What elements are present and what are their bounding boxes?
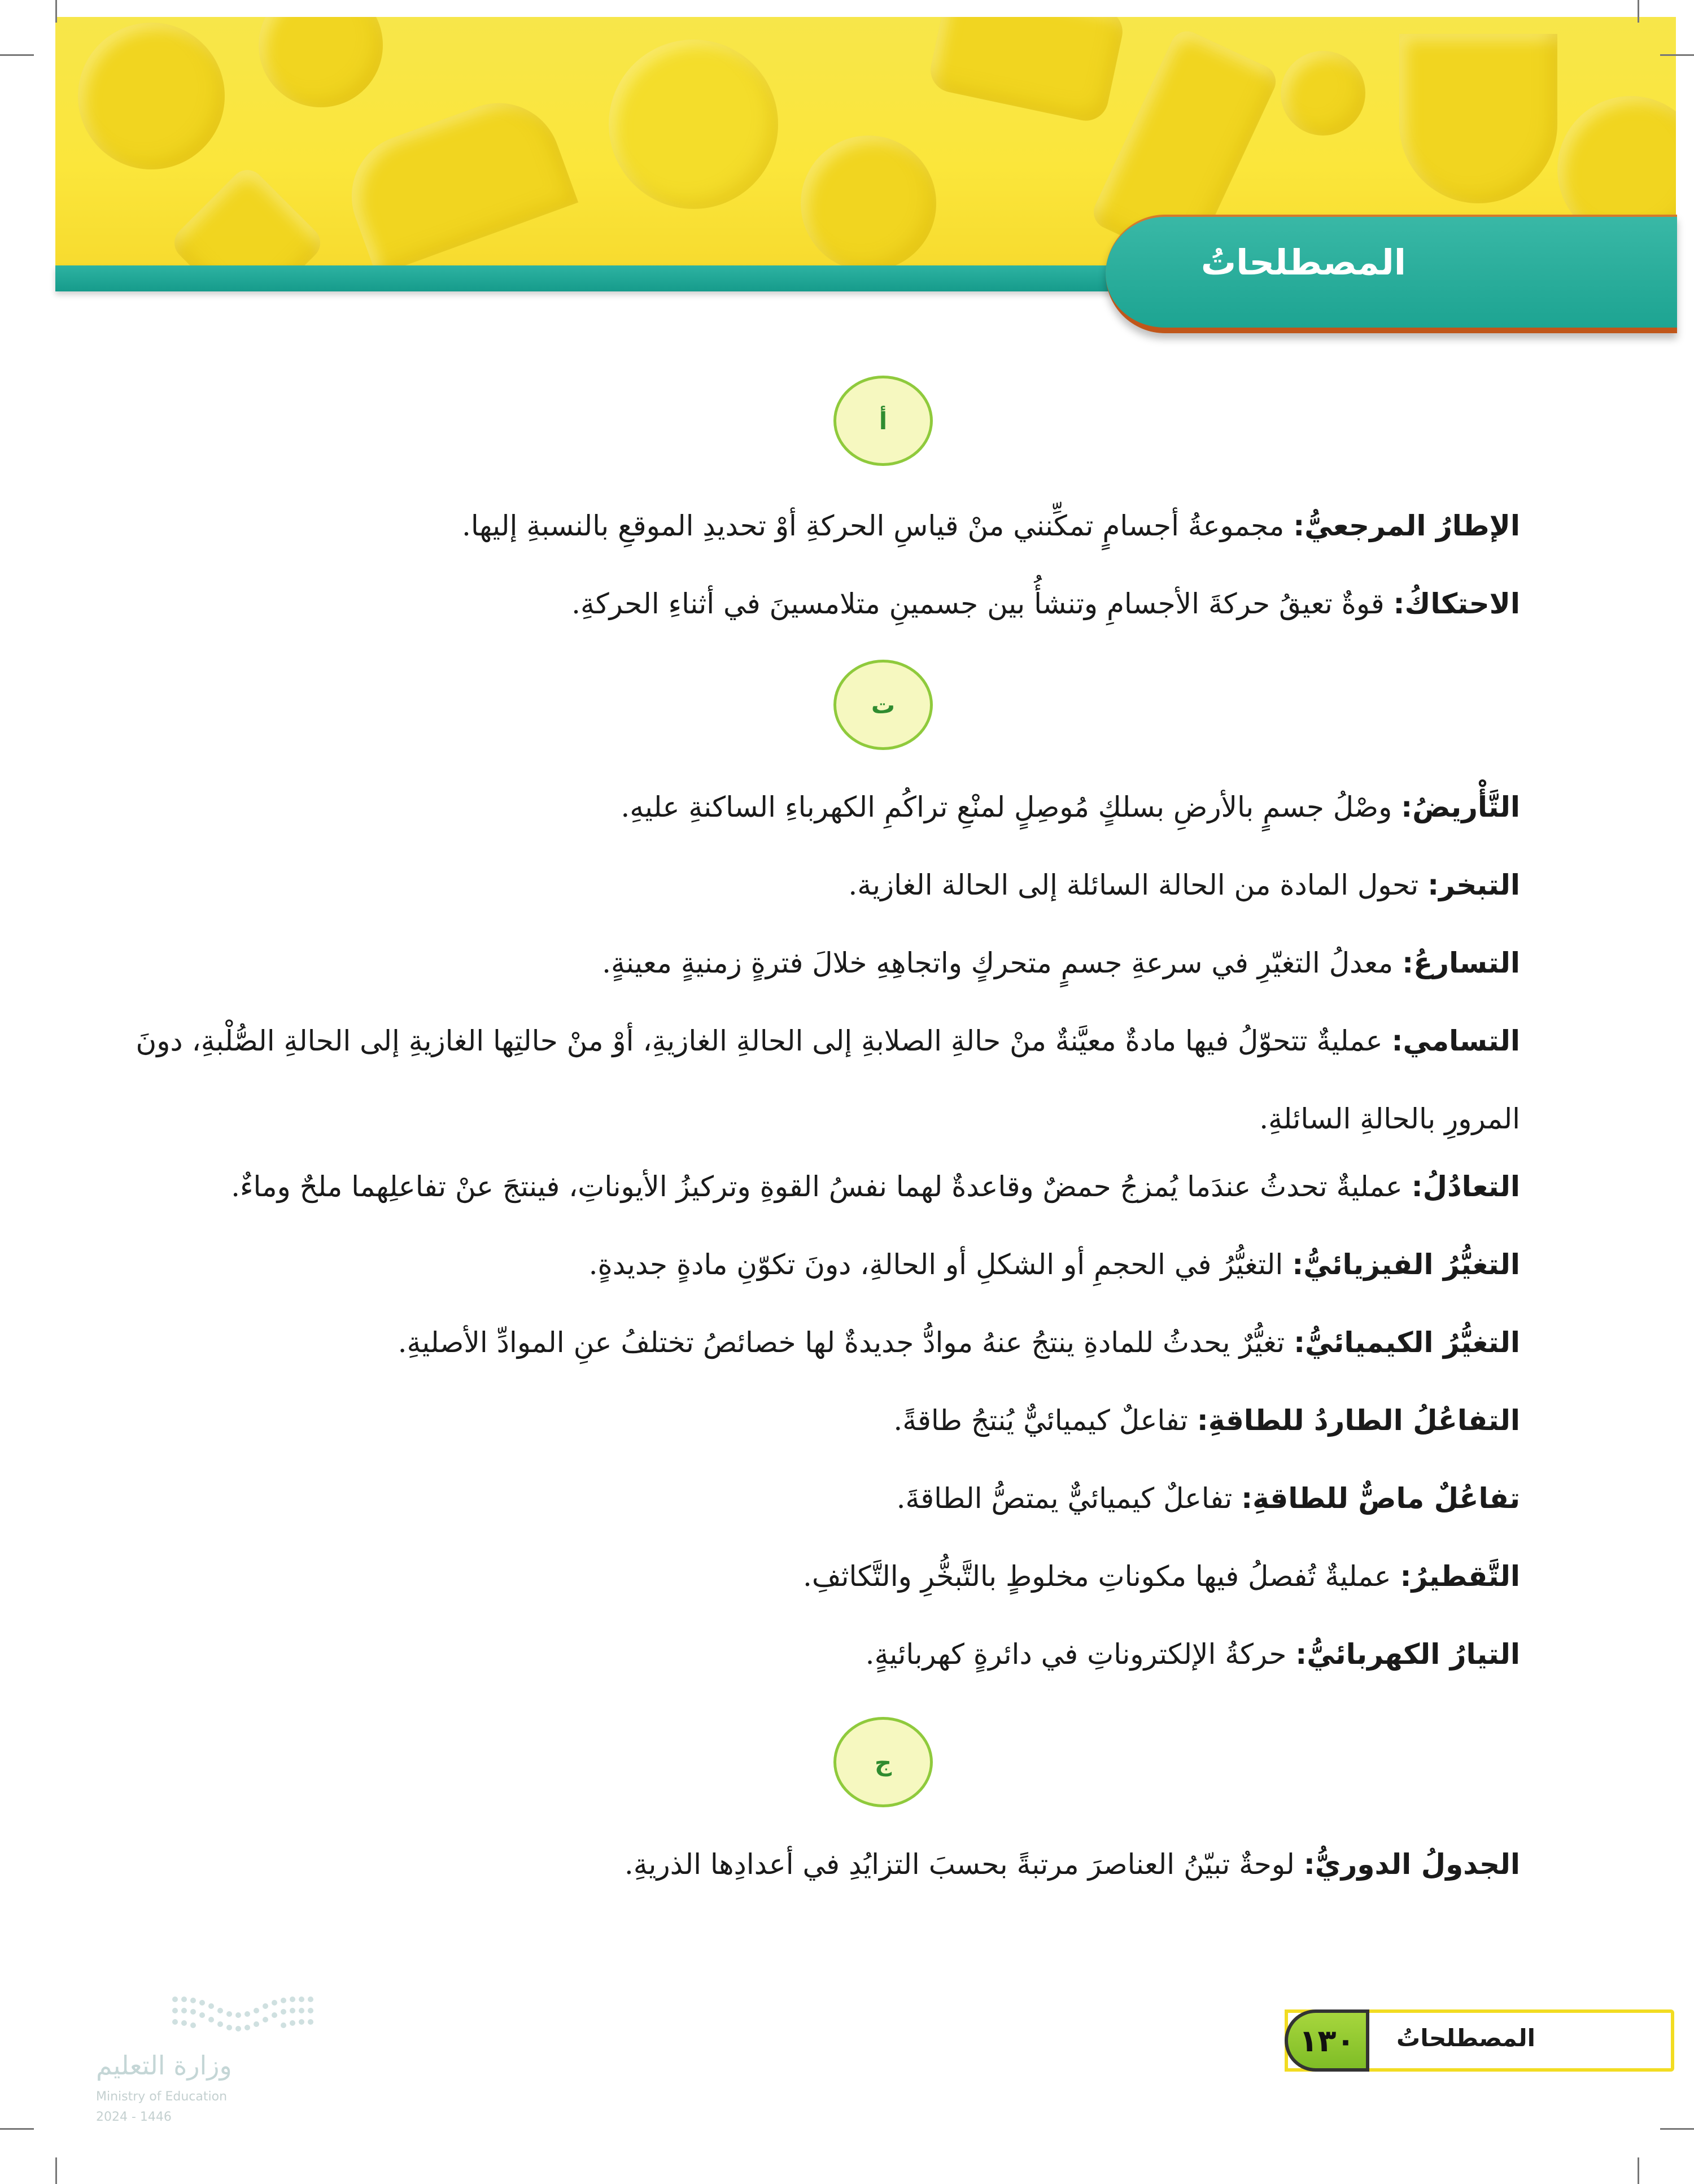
ministry-name-en: Ministry of Education [96, 2090, 228, 2104]
decorative-shape [1281, 51, 1365, 136]
crop-mark [0, 54, 34, 56]
entry-definition: تفاعلٌ كيميائيٌّ يمتصُّ الطاقةَ. [896, 1482, 1242, 1515]
entry-definition: تحول المادة من الحالة السائلة إلى الحالة الغازية. [848, 869, 1428, 901]
entry-definition: عمليةٌ تحدثُ عندَما يُمزجُ حمضٌ وقاعدةٌ لهما نفسُ القوةِ وتركيزُ الأيوناتِ، فينتجَ عنْ تفاعلِهما ملحٌ وماءٌ. [231, 1170, 1412, 1203]
crop-mark [55, 2157, 57, 2184]
glossary-entry [52, 1537, 1520, 1615]
entry-definition: لوحةٌ تبيّنُ العناصرَ مرتبةً بحسبَ التزايُدِ في أعدادِها الذريةِ. [624, 1848, 1304, 1881]
glossary-entry [52, 924, 1520, 1002]
section-letter-taa: ت [833, 660, 933, 750]
entry-term: التسارعُ: [1402, 947, 1520, 979]
glossary-entry [52, 1304, 1520, 1381]
header-strip [55, 265, 1185, 291]
glossary-entry [52, 1825, 1520, 1903]
entry-term: التَّقطيرُ: [1400, 1560, 1520, 1593]
entry-term: الاحتكاكُ: [1393, 587, 1520, 620]
section-letter-jeem: ج [833, 1717, 933, 1807]
decorative-shape [259, 17, 383, 107]
entry-definition: تفاعلٌ كيميائيٌّ يُنتجُ طاقةً. [893, 1404, 1197, 1437]
decorative-shape [334, 86, 578, 276]
crop-mark [1638, 0, 1639, 23]
glossary-entry [52, 1459, 1520, 1537]
entry-term: التعادُلُ: [1411, 1170, 1520, 1203]
page-title: المصطلحاتُ [1200, 242, 1406, 283]
section-letter-alif: أ [833, 376, 933, 466]
decorative-shape [927, 17, 1127, 125]
entry-definition: وصْلُ جسمٍ بالأرضِ بسلكٍ مُوصِلٍ لمنْعِ تراكُمِ الكهرباءِ الساكنةِ عليهِ. [621, 791, 1402, 823]
entry-definition: قوةٌ تعيقُ حركةَ الأجسامِ وتنشأُ بين جسمينِ متلامسينَ في أثناءِ الحركةِ. [571, 587, 1394, 620]
entry-term: تفاعُلٌ ماصٌّ للطاقةِ: [1241, 1482, 1520, 1515]
entry-term: التيارُ الكهربائيُّ: [1295, 1638, 1520, 1671]
footer-label: المصطلحاتُ [1396, 2024, 1535, 2052]
entry-term: التَّأْريضُ: [1401, 791, 1520, 823]
decorative-shape [78, 23, 225, 169]
decorative-shape [1399, 34, 1557, 203]
entry-definition: عمليةٌ تُفصلُ فيها مكوناتِ مخلوطٍ بالتَّبخُّرِ والتَّكاثفِ. [802, 1560, 1400, 1593]
title-tab [1106, 215, 1677, 333]
glossary-entry [52, 1381, 1520, 1459]
crop-mark [55, 0, 57, 23]
glossary-entry [52, 1615, 1520, 1693]
crop-mark [0, 2128, 34, 2130]
entry-definition: حركةُ الإلكتروناتِ في دائرةٍ كهربائيةٍ. [865, 1638, 1296, 1671]
entry-term: التفاعُلُ الطاردُ للطاقةِ: [1197, 1404, 1520, 1437]
ministry-name-ar: وزارة التعليم [96, 2050, 232, 2081]
entry-definition: التغيُّرُ في الحجمِ أو الشكلِ أو الحالةِ، دونَ تكوّنِ مادةٍ جديدةٍ. [588, 1248, 1293, 1281]
decorative-shape [801, 136, 936, 271]
decorative-shape [609, 40, 778, 209]
entry-definition: معدلُ التغيّرِ في سرعةِ جسمٍ متحركٍ واتجاهِهِ خلالَ فترةٍ زمنيةٍ معينةٍ. [602, 947, 1403, 979]
entry-definition: تغيُّرٌ يحدثُ للمادةِ ينتجُ عنهُ موادُّ جديدةٌ لها خصائصُ تختلفُ عنِ الموادِّ الأصليةِ. [398, 1326, 1294, 1359]
crop-mark [1660, 54, 1694, 56]
entry-term: الإطارُ المرجعيُّ: [1293, 509, 1520, 542]
entry-term: التسامي: [1391, 1025, 1520, 1057]
glossary-entry [52, 487, 1520, 565]
entry-term: التغيُّرُ الكيميائيُّ: [1294, 1326, 1520, 1359]
entry-definition: عمليةٌ تتحوّلُ فيها مادةٌ معيَّنةٌ منْ حالةِ الصلابةِ إلى الحالةِ الغازيةِ، أوْ منْ حالتِها الغازيةِ إلى الحالةِ الصُّلْبةِ، دونَ المرورِ بالحالةِ السائلةِ. [136, 1025, 1520, 1135]
glossary-entry [52, 565, 1520, 643]
page-number: ١٣٠ [1285, 2009, 1369, 2072]
crop-mark [1660, 2128, 1694, 2130]
entry-definition: مجموعةُ أجسامٍ تمكِّنني منْ قياسِ الحركةِ أوْ تحديدِ الموقعِ بالنسبةِ إليها. [461, 509, 1294, 542]
entry-term: التبخر: [1427, 869, 1520, 901]
ministry-year: 2024 - 1446 [96, 2110, 172, 2124]
glossary-entry [52, 846, 1520, 924]
glossary-entry [52, 1148, 1520, 1226]
crop-mark [1638, 2157, 1639, 2184]
glossary-entry [52, 1002, 1520, 1158]
glossary-entry [52, 1226, 1520, 1304]
ministry-dots-icon [169, 1988, 316, 2044]
entry-term: الجدولُ الدوريُّ: [1303, 1848, 1520, 1881]
entry-term: التغيُّرُ الفيزيائيُّ: [1292, 1248, 1520, 1281]
glossary-entry [52, 768, 1520, 846]
